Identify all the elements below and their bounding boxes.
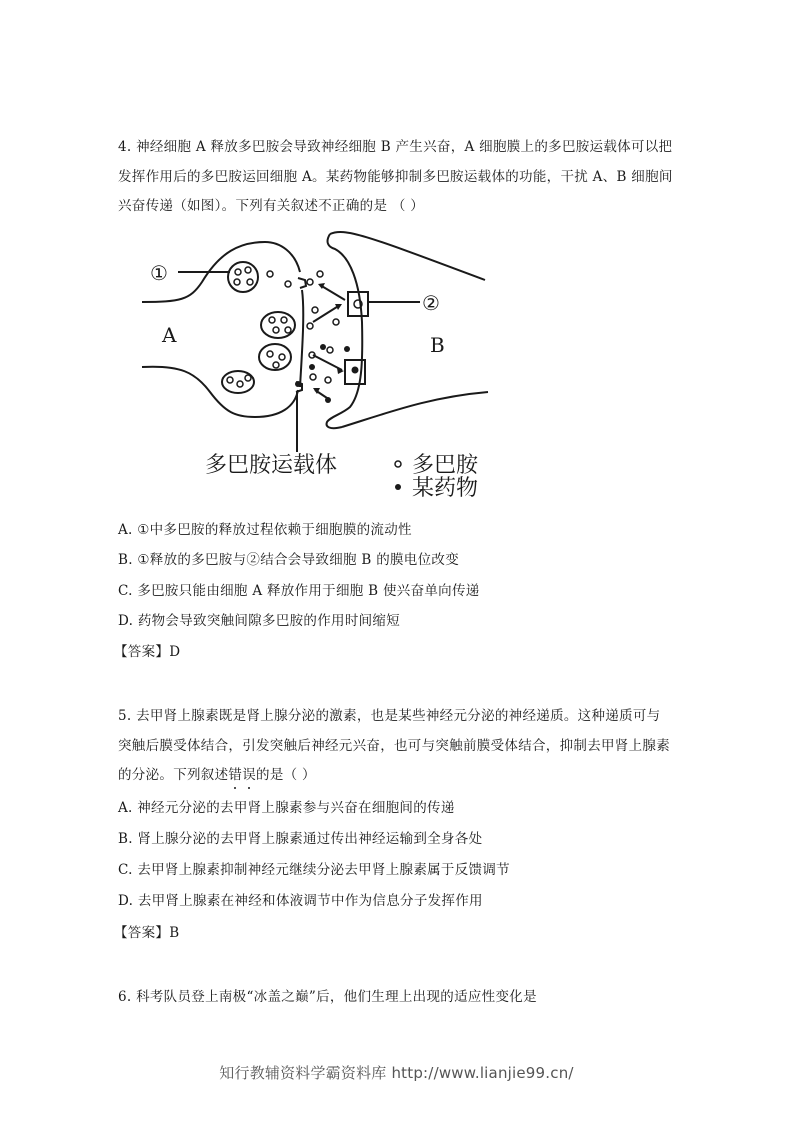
q6-stem: 6. 科考队员登上南极“冰盖之巅”后，他们生理上出现的适应性变化是 bbox=[118, 989, 537, 1005]
q5-option-c: C. 去甲肾上腺素抑制神经元继续分泌去甲肾上腺素属于反馈调节 bbox=[118, 862, 510, 878]
emphasis-char-2: 误 bbox=[242, 767, 257, 783]
q4-stem-line-3: 兴奋传递（如图）。下列有关叙述不正确的是 （ ） bbox=[118, 198, 425, 214]
q5-line3-after: 的是（ ） bbox=[256, 767, 316, 783]
q4-stem-line-1: 4. 神经细胞 A 释放多巴胺会导致神经细胞 B 产生兴奋，A 细胞膜上的多巴胺运载体可以把 bbox=[118, 139, 673, 155]
q4-option-c: C. 多巴胺只能由细胞 A 释放作用于细胞 B 使兴奋单向传递 bbox=[118, 583, 480, 599]
legend-dopamine: 多巴胺 bbox=[412, 453, 479, 478]
cell-a-label: A bbox=[162, 323, 177, 347]
q5-stem-line-1: 5. 去甲肾上腺素既是肾上腺分泌的激素，也是某些神经元分泌的神经递质。这种递质可与 bbox=[118, 708, 661, 724]
q4-answer: 【答案】D bbox=[114, 644, 181, 660]
legend-drug: 某药物 bbox=[412, 476, 479, 501]
q4-stem-line-2: 发挥作用后的多巴胺运回细胞 A。某药物能够抑制多巴胺运载体的功能，干扰 A、B 细胞间 bbox=[118, 169, 673, 185]
q5-option-a: A. 神经元分泌的去甲肾上腺素参与兴奋在细胞间的传递 bbox=[118, 800, 455, 816]
q5-line3-before: 的分泌。下列叙述 bbox=[118, 767, 229, 783]
cell-b-label: B bbox=[430, 333, 445, 357]
q5-answer: 【答案】B bbox=[114, 925, 180, 941]
transporter-label: 多巴胺运载体 bbox=[205, 453, 338, 478]
q5-stem-line-3 bbox=[118, 766, 316, 784]
label-1: ① bbox=[150, 261, 168, 285]
q4-option-a: A. ①中多巴胺的释放过程依赖于细胞膜的流动性 bbox=[118, 522, 412, 538]
emphasis-char-1: 错 bbox=[228, 767, 243, 783]
footer-watermark: 知行教辅资料学霸资料库 http://www.lianjie99.cn/ bbox=[219, 1064, 574, 1082]
q5-option-b: B. 肾上腺分泌的去甲肾上腺素通过传出神经运输到全身各处 bbox=[118, 831, 483, 847]
synapse-diagram bbox=[130, 222, 500, 512]
q5-option-d: D. 去甲肾上腺素在神经和体液调节中作为信息分子发挥作用 bbox=[118, 893, 483, 909]
q5-stem-line-2: 突触后膜受体结合，引发突触后神经元兴奋，也可与突触前膜受体结合，抑制去甲肾上腺素 bbox=[118, 738, 670, 754]
q4-option-b: B. ①释放的多巴胺与②结合会导致细胞 B 的膜电位改变 bbox=[118, 552, 460, 568]
q4-option-d: D. 药物会导致突触间隙多巴胺的作用时间缩短 bbox=[118, 613, 401, 629]
label-2: ② bbox=[422, 291, 440, 315]
